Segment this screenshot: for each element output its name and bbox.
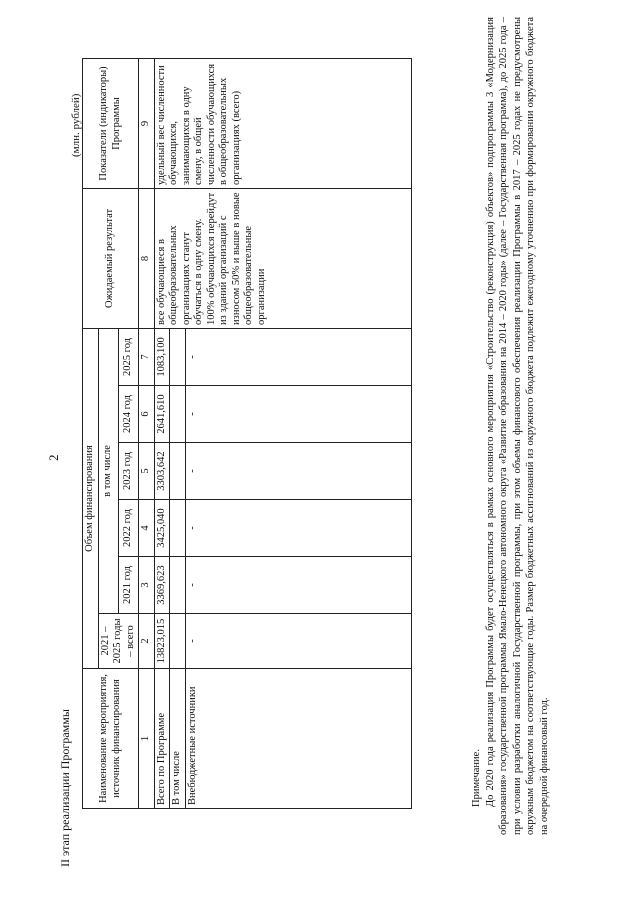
extrabudget-value: -: [185, 328, 411, 385]
page-number: 2: [46, 454, 61, 461]
row-label-total: Всего по Программе: [154, 669, 170, 809]
notes-block: [470, 17, 551, 835]
extrabudget-value: -: [185, 614, 411, 669]
column-number: 6: [139, 386, 155, 443]
notes-text: До 2020 года реализация Программы будет осуществляться в рамках основного мероприятия «Строительство (реконструкция) объектов» подпрограммы 3 «Модернизация образования» государственной программы Ямало-Ненецкого автономного округа «Развитие образования на 2014 – 2020 годы» (далее – Государственная программа), до 2025 года – при условии разработки аналогичной Государственной программы, при этом объемы финансового обеспечения реализации Программы в 2017 – 2025 годах не предусмотрены окружным бюджетом на соответствующие годы. Размер бюджетных ассигнований из окружного бюджета подлежит ежегодному уточнению при формировании окружного бюджета на очередной финансовый год.: [484, 17, 550, 835]
column-number: 7: [139, 328, 155, 385]
column-number: 9: [139, 58, 155, 188]
header-year: 2021 год: [118, 557, 138, 614]
header-year: 2023 год: [118, 443, 138, 500]
column-number: 4: [139, 500, 155, 557]
units-label: (млн. рублей): [70, 93, 82, 157]
header-funding: Объем финансирования: [83, 328, 99, 668]
extrabudget-value: -: [185, 557, 411, 614]
column-number: 8: [139, 188, 155, 328]
header-year: 2022 год: [118, 500, 138, 557]
header-total-period: 2021 – 2025 годы – всего: [98, 614, 139, 669]
header-year: 2025 год: [118, 328, 138, 385]
expected-result-text: все обучающиеся в общеобразовательных организациях станут обучаться в одну смену. 100% обучающихся перейдут из зданий организаций с износом 50% и выше в новые общеобразовательные организации: [154, 188, 411, 328]
total-value: 2641,610: [154, 386, 170, 443]
row-label-including: В том числе: [170, 669, 186, 809]
header-indicators: Показатели (индикаторы) Программы: [83, 58, 139, 188]
column-number: 1: [139, 669, 155, 809]
extrabudget-value: -: [185, 443, 411, 500]
total-value: 3425,040: [154, 500, 170, 557]
extrabudget-value: -: [185, 500, 411, 557]
row-label-extrabudget: Внебюджетные источники: [185, 669, 411, 809]
header-year: 2024 год: [118, 386, 138, 443]
total-value: 13823,015: [154, 614, 170, 669]
header-expected-result: Ожидаемый результат: [83, 188, 139, 328]
notes-title: Примечание.: [471, 749, 482, 807]
header-name: Наименование мероприятия, источник финансирования: [83, 669, 139, 809]
header-including: в том числе: [98, 328, 118, 613]
table-row-total: [154, 58, 170, 808]
stage-title: II этап реализации Программы: [58, 709, 72, 867]
column-number: 5: [139, 443, 155, 500]
program-funding-table: [82, 58, 412, 809]
total-value: 1083,100: [154, 328, 170, 385]
indicator-text: удельный вес численности обучающихся, занимающихся в одну смену, в общей численности обучающихся в общеобразовательных организациях (всего): [154, 58, 411, 188]
total-value: 3369,623: [154, 557, 170, 614]
extrabudget-value: -: [185, 386, 411, 443]
total-value: 3303,642: [154, 443, 170, 500]
column-number: 2: [139, 614, 155, 669]
column-number: 3: [139, 557, 155, 614]
